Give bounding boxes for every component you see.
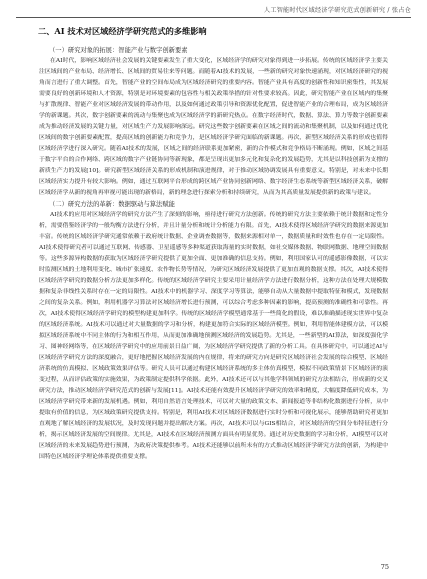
- body-content: [39, 45, 388, 463]
- page-number: 75: [380, 563, 389, 571]
- body-paragraph: AI技术的应用对区域经济学的研究方法产生了深刻的影响，亟待进行研究方法创新。传统的研究方法主要依赖于统计数据和定性分析，需要借鉴经济学的一般均衡方法进行分析，并且计量分析和统计分析能力有限。首先，AI技术使得区域经济学研究的数据来源更加丰富。传统的区域经济学研究通常依赖于政府统计数据、企业调查数据等，数据来源相对单一，数据质量和时效性也存在一定局限性。AI技术使得研究者可以通过互联网、传感器、卫星遥感等多种渠道获取海量的实时数据，如社交媒体数据、物联网数据、地理空间数据等。这些多源异构数据的获取为区域经济学研究提供了更加全面、更加准确的信息支持。例如，利用国家认可的遥感影像数据，可以实时监测区域的土地利用变化、城市扩张速度、农作物长势等情况，为研究区域经济发展提供了更加直观的数据支撑。其次，AI技术使得区域经济学研究的数据分析方法更加多样化。传统的区域经济学研究主要采用计量经济学方法进行数据分析，这种方法在处理大规模数据和复杂非线性关系时存在一定的局限性。AI技术中的机器学习、深度学习等算法，能够自动从大量数据中提取特征和模式，发现数据之间的复杂关系。例如，利用机器学习算法对区域经济增长进行预测，可以综合考虑多种因素的影响，提高预测的准确性和可靠性。再次，AI技术使得区域经济学研究的模型构建更加科学。传统的区域经济学模型通常基于一些简化的假设，难以准确描述现实世界中复杂的区域经济系统。AI技术可以通过对大量数据的学习和分析，构建更加符合实际的区域经济模型。例如，利用智能体建模方法，可以模拟区域经济系统中不同主体的行为和相互作用，从而更加准确地预测区域经济的发展趋势。尤其是，一些新型的AI算法，如深度强化学习、图神经网络等，在区域经济学研究中的应用前景日益广阔，为区域经济学研究提供了新的分析工具。在具体研究中，可以通过AI与区域经济学研究方法的深度融合，更好地把握区域经济发展的内在规律，将来的研究方向是研究区域经济社会发展的综合模型、区域经济系统的仿真模拟、区域政策效果评估等。研究人员可以通过构建区域经济系统的多主体仿真模型，模拟不同政策情景下区域经济的演变过程，从而评估政策的实施效果，为政策制定提供科学依据。此外，AI技术还可以与其他学科领域的研究方法相结合，形成新的交叉研究方法，推动区域经济学研究范式的创新与发展[11]。AI技术还能有效提升区域经济学研究的效率和精度，大幅度降低研究成本，为区域经济学研究带来新的发展机遇。例如，利用自然语言处理技术，可以对大量的政策文本、新闻报道等非结构化数据进行分析，从中提取有价值的信息，为区域政策研究提供支持。特别是，利用AI技术对区域经济数据进行实时分析和可视化展示，能够帮助研究者更加直观地了解区域经济的发展状况，及时发现问题并提出解决方案。再次，AI技术可以与GIS相结合，对区域经济的空间分布特征进行分析，揭示区域经济发展的空间规律。尤其是，AI技术在区域经济预测方面具有明显优势。通过对历史数据的学习和分析，AI模型可以对区域经济的未来发展趋势进行预测，为政府决策提供参考。AI技术还能够以前所未有的方式推动区域经济学研究方法的创新，为构建中国特色区域经济学理论体系提供重要支撑。: [39, 212, 388, 460]
- subsection-heading: （一）研究对象的拓展：智能产业与数字创新要素: [49, 47, 188, 54]
- running-header: 人工智能时代区域经济学研究范式创新研究 / 张占仓: [263, 7, 411, 14]
- subsection-heading: （二）研究方法的革新：数据驱动与算法赋能: [49, 201, 175, 208]
- section-heading: 二、AI 技术对区域经济学研究范式的多维影响: [38, 26, 207, 36]
- body-paragraph: 在AI时代，影响区域经济社会发展的关键要素发生了重大变化，区域经济学的研究对象得到进一步拓展。传统的区域经济学主要关注区域间的产业布局、经济增长、区域间的贸易往来等问题。而随着AI技术的发展，一些新的研究对象快速涌现，对区域经济研究的视角而言进行了重大调整。首先，智能产业的空间布局成为区域经济研究的重要内容。智能产业具有高度的创新性和知识密集性，其发展需要良好的创新环境和人才资源，特别是对环境要素的包容性与相关政策举措的针对性要求较高。因此，研究智能产业在区域内的集聚与扩散规律、智能产业对区域经济发展的带动作用，以及如何通过政策引导和资源优化配置，促进智能产业的合理布局，成为区域经济学的新课题。其次，数字创新要素的流动与集聚也成为区域经济学的新研究热点。在数字经济时代，数据、算法、算力等数字创新要素成为推动经济发展的关键力量，对区域生产力发展影响深远。研究这些数字创新要素在区域之间的流动和集聚机制，以及如何通过优化区域间的数字创新要素配置，提高区域的创新能力和竞争力，是区域经济学研究面临的新课题。再次，新型区域经济关系的形成也值得区域经济学进行深入研究。随着AI技术的发展，区域之间的经济联系更加紧密，新的合作模式和竞争格局不断涌现。例如，区域之间基于数字平台的合作网络、跨区域的数字产业链协同等新现象，都是呈现出更加多元化和复杂化的发展趋势，尤其是以科技创新为支撑的新质生产力的发展[10]。研究新型区域经济关系的形成机制和演进规律，对于推动区域协调发展具有重要意义。特别是，对未来中长期区域经济实力提升有较大影响。例如，通过互联网平台形成的跨区域产业协同创新网络、数字经济生态系统等新型区域经济关系，破解区域经济学从新的视角再审视可能出现的新格局，新的理念进行探索分析和持续研究，从而为其高质量发展提供新的政策与建议。: [39, 58, 388, 196]
- header-rule: [16, 17, 411, 18]
